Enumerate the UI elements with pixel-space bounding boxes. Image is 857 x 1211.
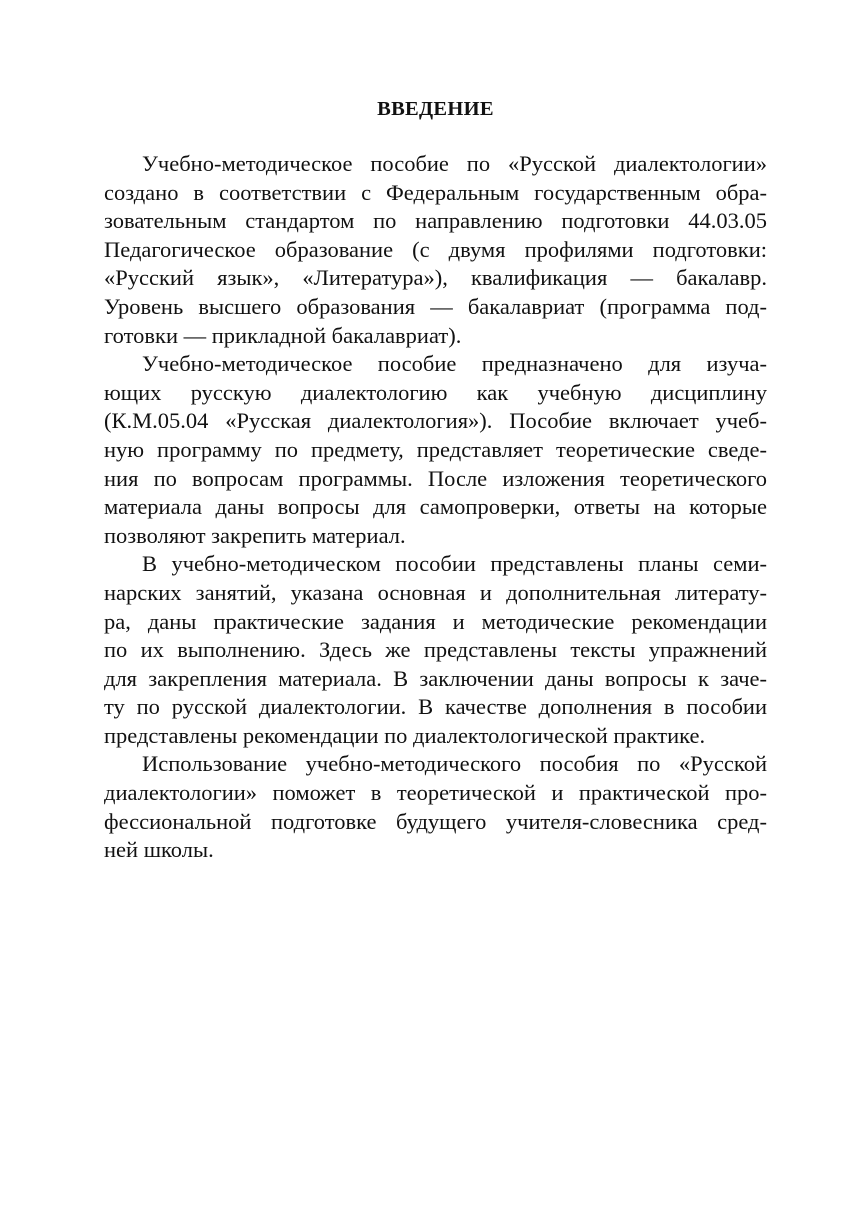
paragraph-line: Учебно-методическое пособие по «Русской диалектологии» <box>142 151 767 176</box>
paragraph-line: материала даны вопросы для самопроверки, ответы на которые <box>104 494 767 520</box>
paragraph-line: для закрепления материала. В заключении даны вопросы к заче- <box>104 665 767 691</box>
paragraph-line: ния по вопросам программы. После изложения теоретического <box>104 465 767 491</box>
paragraph-line: Уровень высшего образования — бакалавриат (программа под- <box>104 293 767 319</box>
paragraph-line: «Русский язык», «Литература»), квалификация — бакалавр. <box>104 265 767 291</box>
paragraph-line: создано в соответствии с Федеральным государственным обра- <box>104 179 767 205</box>
paragraph-line: Использование учебно-методического пособия по «Русской <box>142 751 767 777</box>
paragraph-line: ющих русскую диалектологию как учебную дисциплину <box>104 379 767 405</box>
paragraph-3 <box>104 550 767 750</box>
paragraph-line: зовательным стандартом по направлению подготовки 44.03.05 <box>104 208 767 234</box>
document-page <box>104 96 767 865</box>
paragraph-line: позволяют закрепить материал. <box>104 522 406 548</box>
paragraph-line: фессиональной подготовке будущего учителя-словесника сред- <box>104 808 767 834</box>
paragraph-line: ней школы. <box>104 837 214 863</box>
paragraph-line: ту по русской диалектологии. В качестве дополнения в пособии <box>104 694 767 720</box>
paragraph-line: диалектологии» поможет в теоретической и практической про- <box>104 780 767 806</box>
paragraph-line: В учебно-методическом пособии представлены планы семи- <box>142 551 767 577</box>
page-title: ВВЕДЕНИЕ <box>377 98 494 120</box>
paragraph-4 <box>104 750 767 864</box>
paragraph-1 <box>104 150 767 350</box>
paragraph-line: ра, даны практические задания и методические рекомендации <box>104 608 767 634</box>
paragraph-line: по их выполнению. Здесь же представлены тексты упражнений <box>104 637 767 663</box>
paragraph-line: ную программу по предмету, представляет теоретические сведе- <box>104 436 767 462</box>
paragraph-line: Учебно-методическое пособие предназначено для изуча- <box>142 351 767 377</box>
paragraph-line: готовки — прикладной бакалавриат). <box>104 322 462 348</box>
paragraph-line: нарских занятий, указана основная и дополнительная литерату- <box>104 579 767 605</box>
paragraph-line: представлены рекомендации по диалектологической практике. <box>104 722 706 748</box>
paragraph-line: (К.М.05.04 «Русская диалектология»). Пособие включает учеб- <box>104 408 767 434</box>
paragraph-line: Педагогическое образование (с двумя профилями подготовки: <box>104 236 767 262</box>
paragraph-2 <box>104 350 767 550</box>
